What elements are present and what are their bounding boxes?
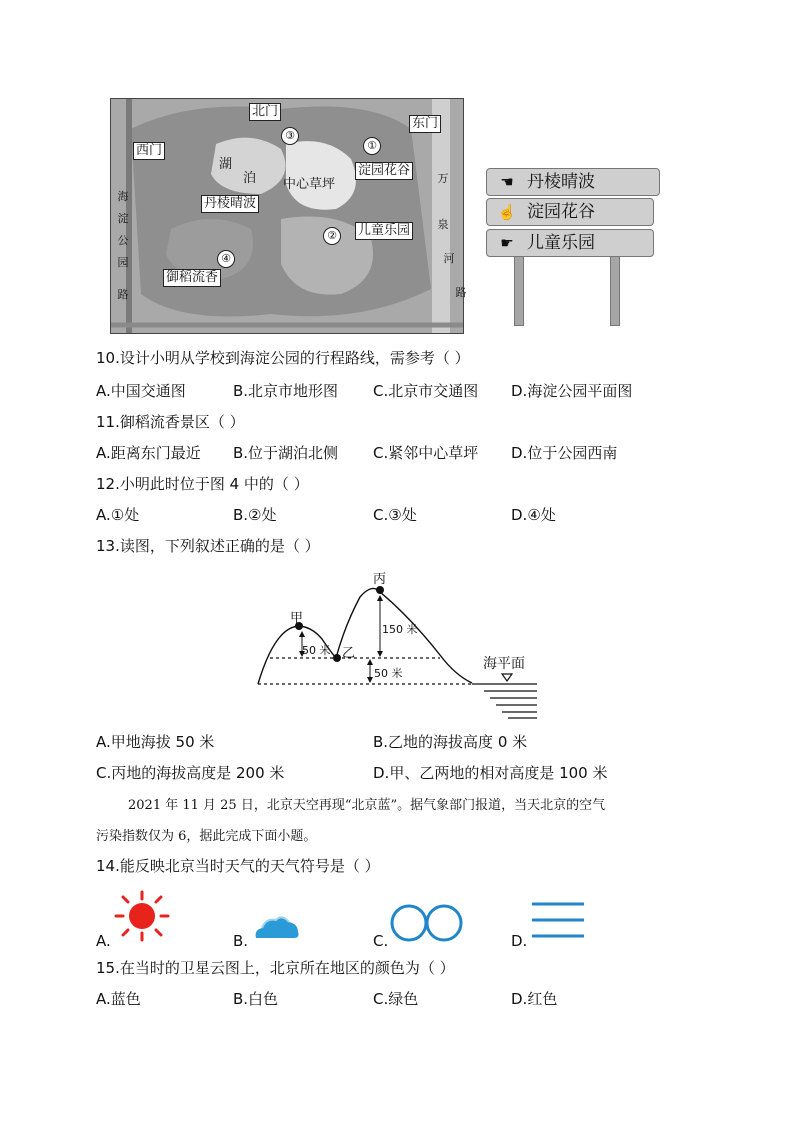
marker-4: ④ [217,250,235,268]
east-gate-label: 东门 [409,115,441,133]
label-bing: 丙 [373,572,387,587]
lake-label-1: 湖 [219,157,233,172]
north-gate-label: 北门 [249,103,281,121]
west-gate-label: 西门 [133,142,165,160]
q12-option-b: B.②处 [233,506,277,524]
elevation-diagram [250,565,545,720]
q12-option-d: D.④处 [511,506,556,524]
q14-label-d: D. [511,932,528,950]
q13-option-a: A.甲地海拔 50 米 [96,733,215,751]
danling-label: 丹棱晴波 [201,195,259,213]
marker-2: ② [323,227,341,245]
q13-option-c: C.丙地的海拔高度是 200 米 [96,764,285,782]
elevation-profile [250,565,545,720]
pointing-left-hand-icon: ☚ [500,173,514,191]
q12-option-a: A.①处 [96,506,140,524]
q13-option-d: D.甲、乙两地的相对高度是 100 米 [373,764,608,782]
q14-label-c: C. [373,932,389,950]
q10-option-d: D.海淀公园平面图 [511,382,633,400]
q15-option-b: B.白色 [233,990,279,1008]
q15-option-c: C.绿色 [373,990,419,1008]
marker-3: ③ [281,127,299,145]
question-14-stem: 14.能反映北京当时天气的天气符号是（ ） [96,857,380,875]
q10-option-c: C.北京市交通图 [373,382,479,400]
children-park-label: 儿童乐园 [355,222,413,240]
signpost-right-post [610,248,620,326]
q10-option-b: B.北京市地形图 [233,382,339,400]
q11-option-b: B.位于湖泊北侧 [233,444,339,462]
pointing-right-hand-icon: ☛ [500,234,514,252]
q11-option-c: C.紧邻中心草坪 [373,444,479,462]
passage-line-2: 污染指数仅为 6，据此完成下面小题。 [96,829,317,844]
yudao-label: 御稻流香 [163,269,221,287]
fog-weather-icon [530,900,586,942]
q12-option-c: C.③处 [373,506,417,524]
q11-option-d: D.位于公园西南 [511,444,618,462]
question-12-stem: 12.小明此时位于图 4 中的（ ） [96,475,309,493]
q13-option-b: B.乙地的海拔高度 0 米 [373,733,528,751]
marker-1: ① [363,137,381,155]
sign-board-2: ☝ 淀园花谷 [486,198,654,226]
passage-line-1: 2021 年 11 月 25 日，北京天空再现“北京蓝”。据气象部门报道，当天北京的空气 [128,798,606,813]
haze-rings-weather-icon [390,902,466,944]
q10-option-a: A.中国交通图 [96,382,186,400]
cloudy-weather-icon [252,912,302,942]
sunny-weather-icon [112,890,172,942]
q15-option-d: D.红色 [511,990,558,1008]
q15-option-a: A.蓝色 [96,990,141,1008]
sea-level-label: 海平面 [483,656,525,672]
label-50m-base: 50 米 [374,667,403,680]
center-lawn-label: 中心草坪 [283,177,336,192]
dianyuan-label: 淀园花谷 [355,162,413,180]
label-150m: 150 米 [382,623,418,636]
sign-board-3: ☛ 儿童乐园 [486,229,654,257]
question-11-stem: 11.御稻流香景区（ ） [96,413,245,431]
q14-label-b: B. [233,932,249,950]
park-map: 北门 东门 西门 湖 泊 中心草坪 淀园花谷 丹棱晴波 儿童乐园 御稻流香 ① ② ③ ④ 海 淀 公 园 路 万 泉 河 路 [110,98,464,334]
q11-option-a: A.距离东门最近 [96,444,201,462]
question-13-stem: 13.读图，下列叙述正确的是（ ） [96,537,320,555]
label-yi: 乙 [342,646,356,661]
pointing-up-hand-icon: ☝ [497,203,517,221]
label-jia: 甲 [290,611,304,626]
question-10-stem: 10.设计小明从学校到海淀公园的行程路线，需参考（ ） [96,349,470,367]
q14-label-a: A. [96,932,111,950]
sign-board-1: ☚ 丹棱晴波 [486,168,660,196]
question-15-stem: 15.在当时的卫星云图上，北京所在地区的颜色为（ ） [96,959,455,977]
signpost-left-post [514,248,524,326]
lake-label-2: 泊 [243,171,257,186]
label-50m-jia: 50 米 [302,644,331,657]
